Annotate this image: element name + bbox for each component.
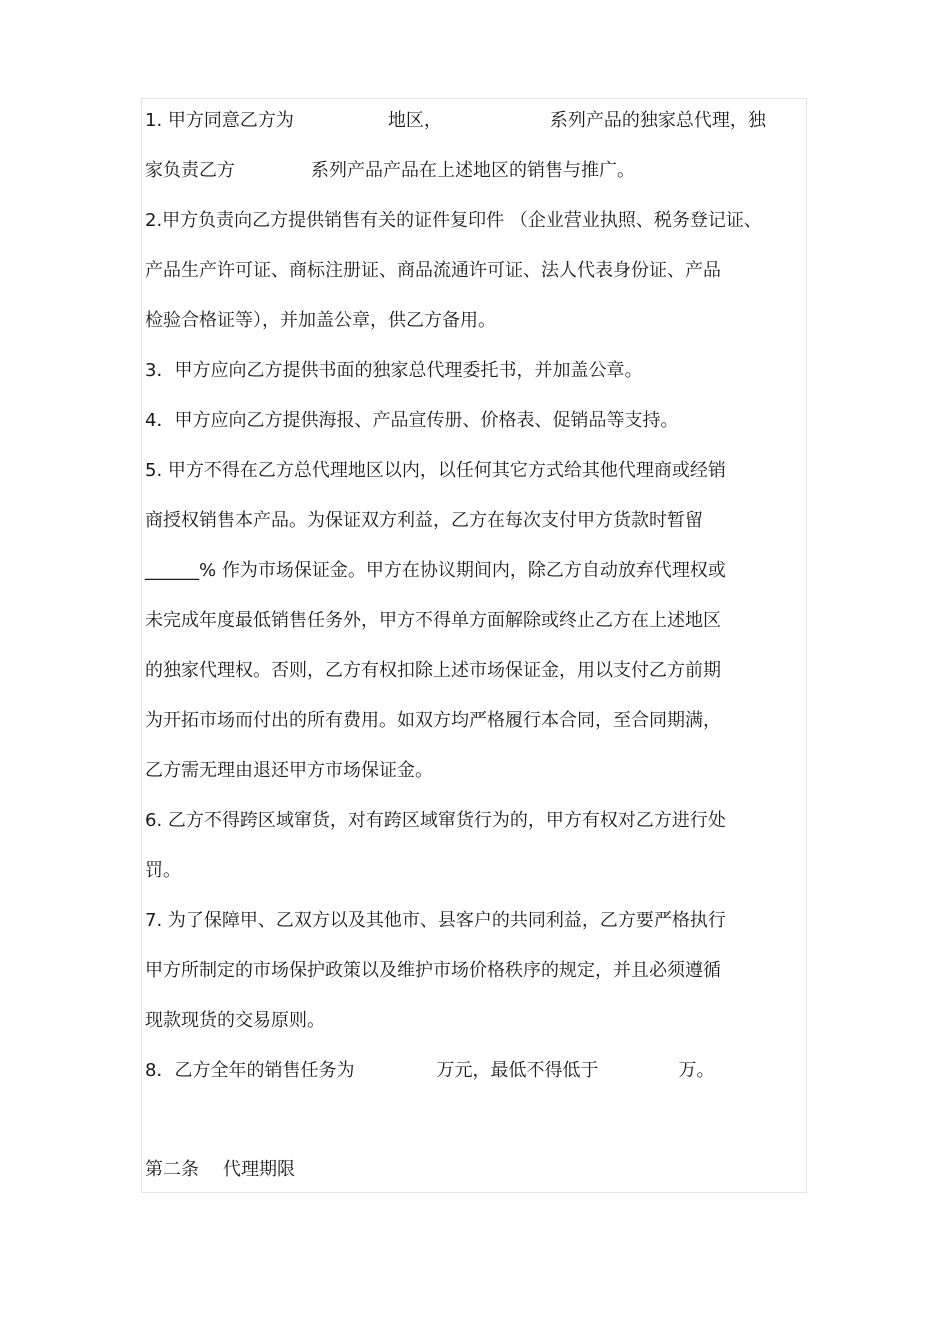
clause-8	[145, 1059, 714, 1083]
clause-6-line-2: 罚。	[145, 860, 181, 881]
clause-5-line-7: 乙方需无理由退还甲方市场保证金。	[145, 760, 433, 781]
clause-5-line-6: 为开拓市场而付出的所有费用。如双方均严格履行本合同，至合同期满，	[145, 710, 721, 731]
clause-1-text-d: 家负责乙方	[145, 160, 235, 181]
section-title: 代理期限	[223, 1159, 295, 1180]
clause-7-line-2: 甲方所制定的市场保护政策以及维护市场价格秩序的规定，并且必须遵循	[145, 960, 721, 981]
clause-8-text-b: 万元，最低不得低于	[436, 1060, 599, 1081]
clause-8-text-c: 万。	[678, 1060, 715, 1081]
clause-5-line-3: ______% 作为市场保证金。甲方在协议期间内，除乙方自动放弃代理权或	[145, 560, 726, 581]
clause-5-line-1: 5. 甲方不得在乙方总代理地区以内，以任何其它方式给其他代理商或经销	[145, 460, 726, 481]
clause-5-line-4: 未完成年度最低销售任务外，甲方不得单方面解除或终止乙方在上述地区	[145, 610, 721, 631]
section-number: 第二条	[145, 1159, 199, 1180]
clause-1-text-e: 系列产品产品在上述地区的销售与推广。	[311, 160, 635, 181]
section-heading	[145, 1158, 295, 1182]
clause-7-line-1: 7. 为了保障甲、乙双方以及其他市、县客户的共同利益，乙方要严格执行	[145, 910, 726, 931]
clause-1-line-1	[145, 109, 766, 133]
clause-2-line-2: 产品生产许可证、商标注册证、商品流通许可证、法人代表身份证、产品	[145, 260, 721, 281]
clause-5-line-2: 商授权销售本产品。为保证双方利益，乙方在每次支付甲方货款时暂留	[145, 510, 703, 531]
clause-1-text-b: 地区，	[387, 110, 442, 131]
clause-7-line-3: 现款现货的交易原则。	[145, 1010, 325, 1031]
clause-2-line-3: 检验合格证等），并加盖公章，供乙方备用。	[145, 310, 496, 331]
clause-1-line-2	[145, 159, 635, 183]
clause-6-line-1: 6. 乙方不得跨区域窜货，对有跨区域窜货行为的，甲方有权对乙方进行处	[145, 810, 726, 831]
clause-8-text-a: 8．乙方全年的销售任务为	[145, 1060, 355, 1081]
clause-2-line-1: 2.甲方负责向乙方提供销售有关的证件复印件 （企业营业执照、税务登记证、	[145, 210, 762, 231]
clause-5-line-5: 的独家代理权。否则，乙方有权扣除上述市场保证金，用以支付乙方前期	[145, 660, 721, 681]
clause-1-text-a: 1. 甲方同意乙方为	[145, 110, 294, 131]
clause-3: 3．甲方应向乙方提供书面的独家总代理委托书，并加盖公章。	[145, 360, 643, 381]
clause-1-text-c: 系列产品的独家总代理，独	[549, 110, 766, 131]
clause-4: 4．甲方应向乙方提供海报、产品宣传册、价格表、促销品等支持。	[145, 410, 679, 431]
